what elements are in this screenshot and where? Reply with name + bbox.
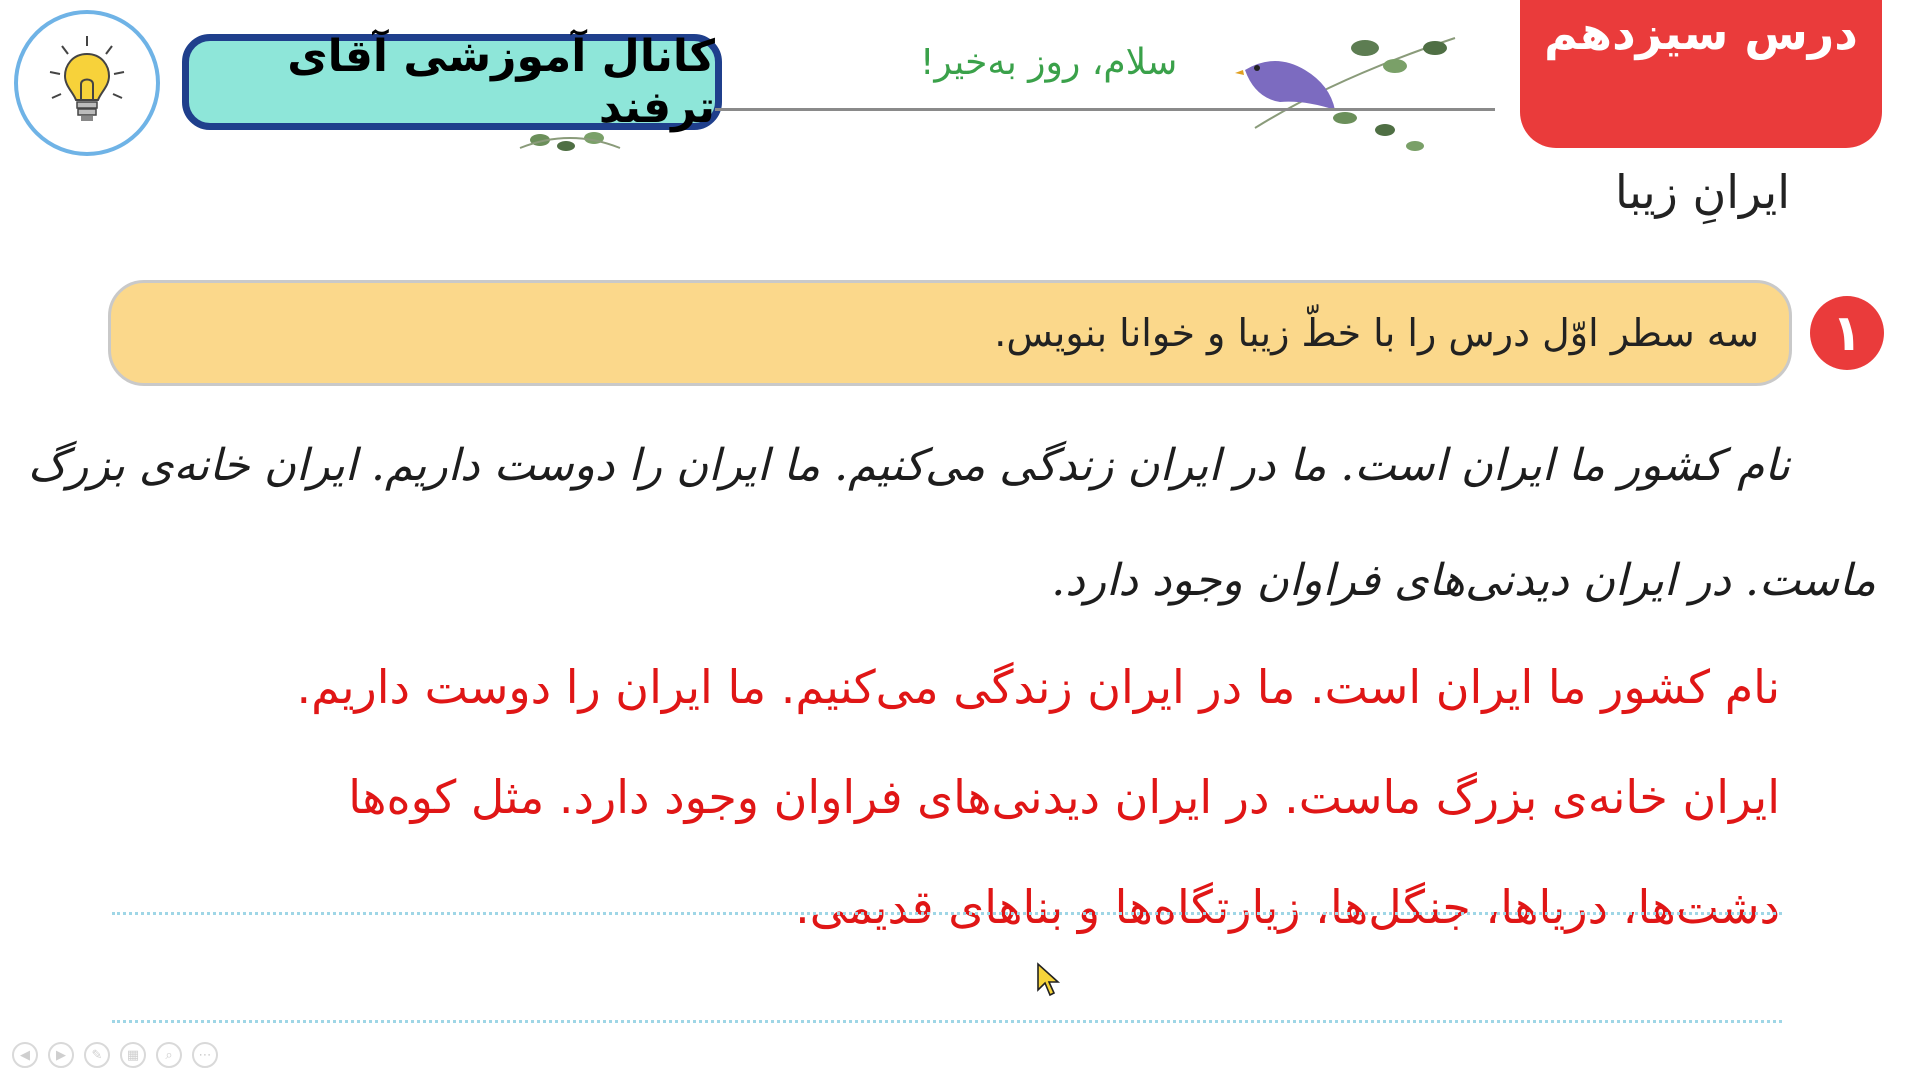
toolbar-pages-icon[interactable]: ▦: [120, 1042, 146, 1068]
printed-text-line: ماست. در ایران دیدنی‌های فراوان وجود دارد.: [1051, 555, 1876, 606]
toolbar-zoom-icon[interactable]: ⌕: [156, 1042, 182, 1068]
writing-guide-line: [112, 1020, 1782, 1023]
toolbar-prev-icon[interactable]: ◀: [12, 1042, 38, 1068]
mouse-cursor-icon: [1036, 962, 1062, 998]
header-divider: [715, 108, 1495, 111]
printed-text-line: نام کشور ما ایران است. ما در ایران زندگی می‌کنیم. ما ایران را دوست داریم. ایران خانه‌ی بزرگ: [27, 440, 1790, 491]
handwritten-line: ایران خانه‌ی بزرگ ماست. در ایران دیدنی‌های فراوان وجود دارد. مثل کوه‌ها: [348, 770, 1780, 824]
handwritten-line: نام کشور ما ایران است. ما در ایران زندگی می‌کنیم. ما ایران را دوست داریم.: [296, 660, 1780, 714]
greeting-text: سلام، روز به‌خیر!: [920, 42, 1178, 83]
exercise-instruction: [108, 280, 1792, 386]
lesson-number-tab: درس سیزدهم: [1520, 0, 1882, 148]
exercise-number-badge: ۱: [1810, 296, 1884, 370]
toolbar-more-icon[interactable]: ⋯: [192, 1042, 218, 1068]
presentation-toolbar: [12, 1042, 218, 1068]
channel-name-banner: کانال آموزشی آقای ترفند: [182, 34, 722, 130]
toolbar-pen-icon[interactable]: ✎: [84, 1042, 110, 1068]
writing-guide-line: [112, 912, 1782, 915]
lightbulb-icon: [18, 14, 156, 152]
channel-logo: [14, 10, 160, 156]
handwritten-line: دشت‌ها، دریاها، جنگل‌ها، زیارتگاه‌ها و بناهای قدیمی.: [795, 880, 1780, 934]
leaves-icon: [510, 118, 630, 168]
lesson-title: ایرانِ زیبا: [1614, 165, 1790, 219]
toolbar-next-icon[interactable]: ▶: [48, 1042, 74, 1068]
instruction-text: سه سطر اوّل درس را با خطّ زیبا و خوانا بنویس.: [994, 311, 1759, 355]
